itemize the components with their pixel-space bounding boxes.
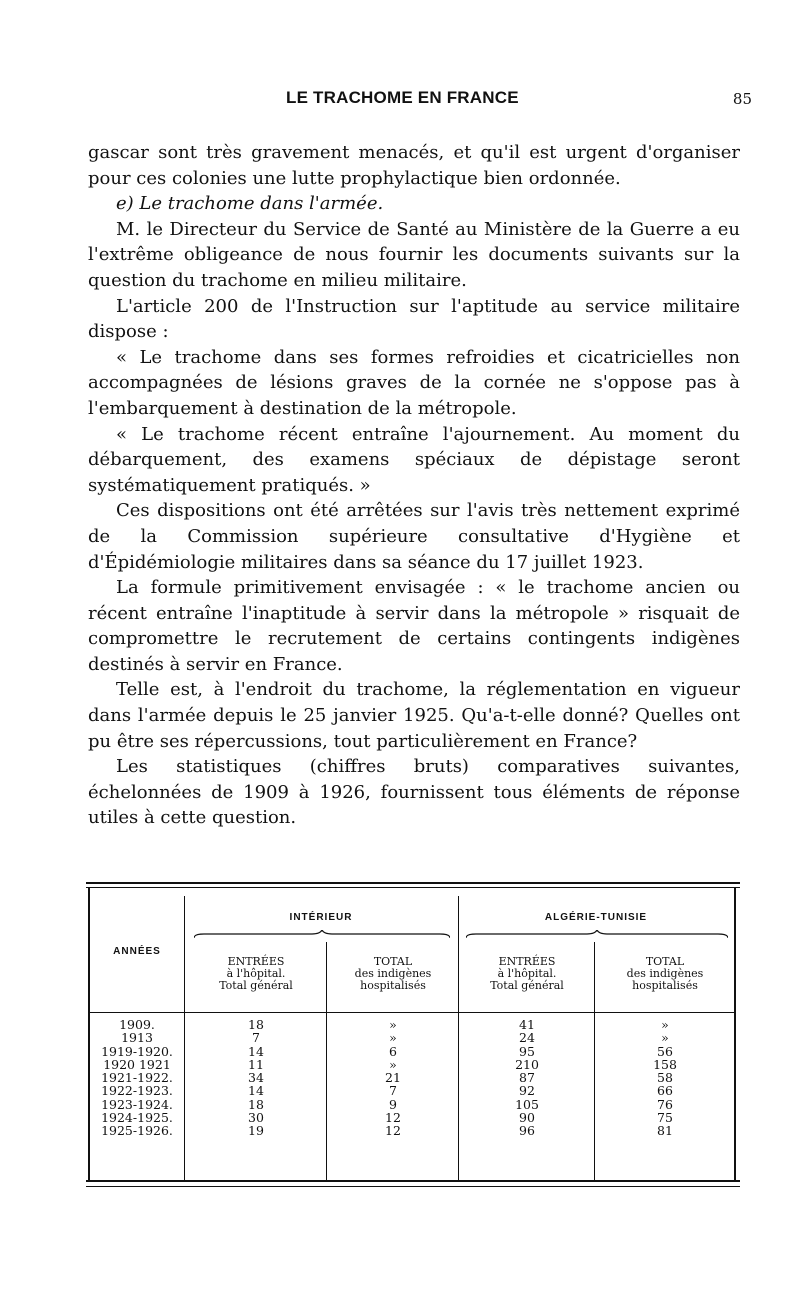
- table-cell: 14: [248, 1083, 264, 1099]
- paragraph: La formule primitivement envisagée : « le trachome ancien ou récent entraîne l'inaptitude à servir dans la métropole » risquait de compromettre le recrutement de certains contingents indigènes destinés à servir en France.: [88, 577, 740, 675]
- column-divider: [326, 942, 327, 1180]
- page-header: [86, 88, 754, 116]
- paragraph: gascar sont très gravement menacés, et qu'il est urgent d'organiser pour ces colonies une lutte prophylactique bien ordonnée.: [88, 142, 740, 189]
- table-cell: 210: [515, 1056, 539, 1072]
- year-cell: 1919-1920.: [101, 1043, 173, 1059]
- table-cell: 12: [385, 1110, 401, 1126]
- table-cell: »: [389, 1030, 397, 1046]
- table-cell: 18: [248, 1017, 264, 1032]
- statistics-table: [86, 882, 740, 1194]
- table-cell: 12: [385, 1123, 401, 1139]
- quote-paragraph: « Le trachome récent entraîne l'ajournement. Au moment du débarquement, des examens spéciaux de dépistage seront systématiquement pratiqués. »: [88, 423, 740, 496]
- paragraph: Ces dispositions ont été arrêtées sur l'avis très nettement exprimé de la Commission supérieure consultative d'Hygiène et d'Épidémiologie militaires dans sa séance du 17 juillet 1923.: [88, 500, 740, 573]
- table-cell: 30: [248, 1110, 264, 1126]
- table-cell: 21: [385, 1070, 401, 1086]
- table-cell: 6: [389, 1043, 397, 1059]
- table-cell: 7: [252, 1030, 260, 1046]
- table-cell: 34: [248, 1070, 264, 1086]
- table-cell: 75: [657, 1110, 673, 1126]
- table-cell: 18: [248, 1096, 264, 1112]
- table-cell: 24: [519, 1030, 535, 1046]
- year-cell: 1922-1923.: [101, 1083, 173, 1099]
- year-cell: 1924-1925.: [101, 1110, 173, 1126]
- table-header-rule: [90, 1012, 736, 1013]
- table-cell: 81: [657, 1123, 673, 1139]
- table-cell: 19: [248, 1123, 264, 1139]
- paragraph: L'article 200 de l'Instruction sur l'aptitude au service militaire dispose :: [88, 295, 740, 343]
- subheader-total-interieur: TOTAL des indigènes hospitalisés: [354, 955, 432, 992]
- header-algerie-tunisie: ALGÉRIE-TUNISIE: [544, 912, 648, 923]
- column-divider: [594, 942, 595, 1180]
- table-cell: 158: [653, 1056, 677, 1072]
- table-cell: 14: [248, 1043, 264, 1059]
- table-cell: 95: [519, 1043, 535, 1059]
- table-cell: 92: [519, 1083, 535, 1099]
- table-bottom-rule-inner: [86, 1186, 740, 1187]
- section-heading: e) Le trachome dans l'armée.: [116, 193, 384, 215]
- table-cell: 9: [389, 1096, 397, 1112]
- table-cell: 90: [519, 1110, 535, 1126]
- column-algerie-entrees: [460, 1018, 594, 1138]
- column-divider: [458, 896, 459, 1180]
- header-annees: ANNÉES: [113, 946, 161, 957]
- table-cell: »: [661, 1017, 669, 1032]
- year-cell: 1923-1924.: [101, 1096, 173, 1112]
- table-cell: »: [389, 1056, 397, 1072]
- table-top-rule-inner: [86, 887, 740, 888]
- paragraph: Telle est, à l'endroit du trachome, la réglementation en vigueur dans l'armée depuis le 25 janvier 1925. Qu'a-t-elle donné? Quelles ont pu être ses répercussions, tout particulièrement en France?: [88, 679, 740, 752]
- table-cell: 56: [657, 1043, 673, 1059]
- quote-paragraph: « Le trachome dans ses formes refroidies et cicatricielles non accompagnées de lésions graves de la cornée ne s'oppose pas à l'embarquement à destination de la métropole.: [88, 346, 740, 419]
- paragraph: M. le Directeur du Service de Santé au Ministère de la Guerre a eu l'extrême obligeance de nous fournir les documents suivants sur la question du trachome en milieu militaire.: [88, 218, 740, 291]
- table-cell: 58: [657, 1070, 673, 1086]
- brace-interieur: [194, 930, 450, 940]
- table-cell: 76: [657, 1096, 673, 1112]
- table-cell: »: [389, 1017, 397, 1032]
- column-interieur-entrees: [186, 1018, 326, 1138]
- table-cell: 96: [519, 1123, 535, 1139]
- header-interieur: INTÉRIEUR: [289, 912, 353, 923]
- year-cell: 1925-1926.: [101, 1123, 173, 1139]
- year-cell: 1913: [121, 1030, 153, 1046]
- column-years: [90, 1018, 184, 1138]
- table-cell: 87: [519, 1070, 535, 1086]
- table-cell: 7: [389, 1083, 397, 1099]
- year-cell: 1920 1921: [103, 1056, 171, 1072]
- subheader-total-algerie: TOTAL des indigènes hospitalisés: [626, 955, 704, 992]
- table-top-rule: [86, 882, 740, 884]
- body-text: [88, 140, 740, 831]
- column-algerie-indigenes: [596, 1018, 734, 1138]
- table-cell: »: [661, 1030, 669, 1046]
- table-cell: 66: [657, 1083, 673, 1099]
- paragraph: Les statistiques (chiffres bruts) comparatives suivantes, échelonnées de 1909 à 1926, fournissent tous éléments de réponse utiles à cette question.: [88, 756, 740, 829]
- table-cell: 41: [519, 1017, 535, 1032]
- table-cell: 105: [515, 1096, 539, 1112]
- running-title: LE TRACHOME EN FRANCE: [286, 88, 519, 107]
- subheader-entrees-interieur: ENTRÉES à l'hôpital. Total général: [219, 955, 293, 992]
- table-bottom-rule: [86, 1180, 740, 1182]
- subheader-entrees-algerie: ENTRÉES à l'hôpital. Total général: [490, 955, 564, 992]
- year-cell: 1909.: [119, 1017, 155, 1032]
- year-cell: 1921-1922.: [101, 1070, 173, 1086]
- column-interieur-indigenes: [328, 1018, 458, 1138]
- table-cell: 11: [248, 1056, 264, 1072]
- table-right-border: [734, 887, 736, 1180]
- column-divider: [184, 896, 185, 1180]
- page-number: 85: [732, 90, 752, 108]
- brace-algerie-tunisie: [466, 930, 728, 940]
